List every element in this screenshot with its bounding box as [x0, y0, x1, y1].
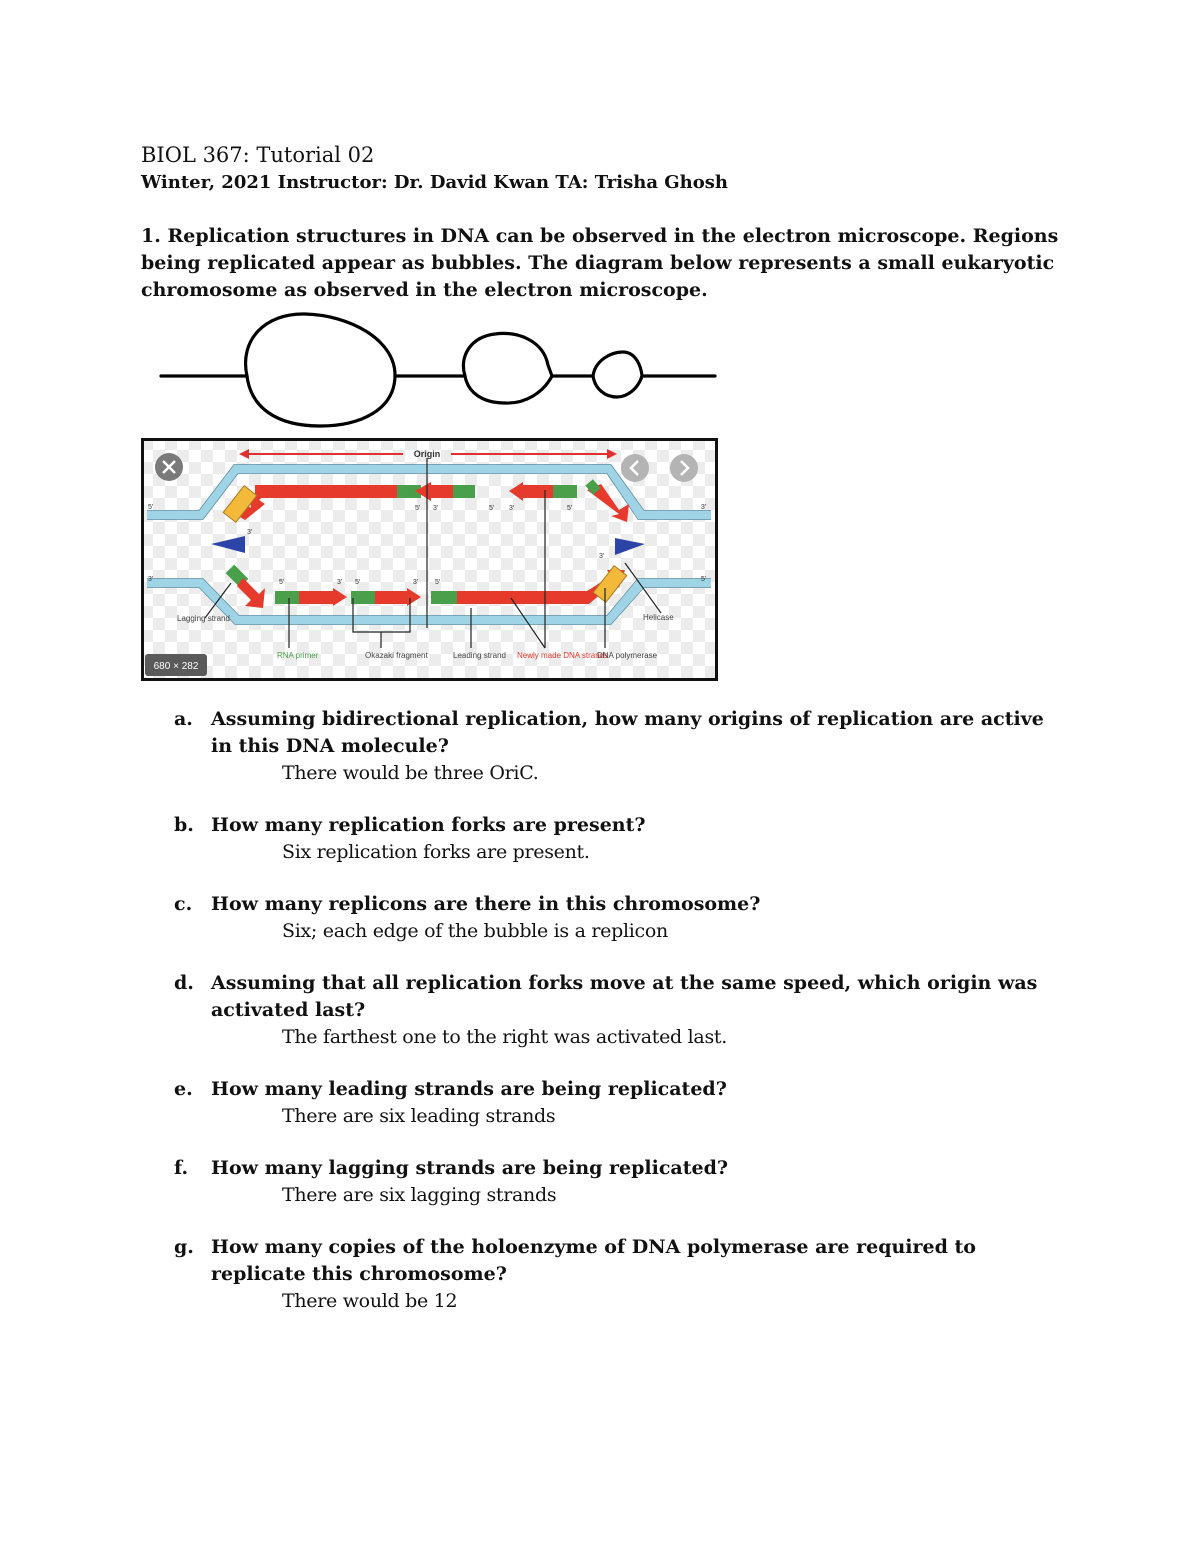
- helicase-label: Helicase: [643, 613, 674, 622]
- question-text: How many replication forks are present?: [211, 814, 646, 836]
- rna-primer-label: RNA primer: [277, 651, 319, 660]
- question-letter: e.: [174, 1078, 193, 1100]
- label-5prime: 5': [148, 504, 154, 511]
- replication-bubbles-drawing: [155, 305, 725, 430]
- question-intro: 1. Replication structures in DNA can be observed in the electron microscope. Regions being replicated appear as bubbles. The diagram below represents a small eukaryotic chromosome as observed in the electron microscope.: [141, 225, 1059, 301]
- question-letter: f.: [174, 1157, 189, 1179]
- question-text: How many replicons are there in this chromosome?: [211, 893, 761, 915]
- dna-polymerase-label: DNA polymerase: [597, 651, 658, 660]
- image-size-badge: [145, 654, 207, 676]
- answer-text: Six; each edge of the bubble is a replicon: [282, 920, 668, 942]
- label-5prime: 5': [489, 505, 495, 512]
- answer-text: There would be 12: [282, 1290, 458, 1312]
- question-item: [174, 1076, 1054, 1130]
- question-letter: a.: [174, 708, 193, 730]
- okazaki-fragment-label: Okazaki fragment: [365, 651, 428, 660]
- label-3prime: 3': [413, 579, 419, 586]
- label-5prime: 5': [567, 505, 573, 512]
- answer-text: Six replication forks are present.: [282, 841, 590, 863]
- question-item: [174, 706, 1054, 787]
- label-5prime: 5': [415, 505, 421, 512]
- label-5prime: 5': [355, 579, 361, 586]
- question-text: How many copies of the holoenzyme of DNA polymerase are required to replicate this chromosome?: [211, 1236, 976, 1285]
- origin-label: Origin: [413, 449, 441, 459]
- question-item: [174, 1155, 1054, 1209]
- lagging-strand-label: Lagging strand: [177, 614, 230, 623]
- answer-text: The farthest one to the right was activated last.: [282, 1026, 727, 1048]
- answer-text: There would be three OriC.: [282, 762, 539, 784]
- image-size-text: 680 × 282: [153, 661, 199, 672]
- question-text: How many lagging strands are being replicated?: [211, 1157, 729, 1179]
- leading-strand-label: Leading strand: [453, 651, 506, 660]
- label-3prime: 3': [509, 505, 515, 512]
- label-5prime: 5': [435, 579, 441, 586]
- label-5prime: 5': [701, 576, 707, 583]
- question-list: [174, 706, 1054, 1340]
- answer-text: There are six lagging strands: [282, 1184, 557, 1206]
- label-3prime: 3': [247, 529, 253, 536]
- replication-fork-diagram: [141, 438, 718, 681]
- question-letter: g.: [174, 1236, 194, 1258]
- question-text: Assuming bidirectional replication, how many origins of replication are active in this DNA molecule?: [211, 708, 1044, 757]
- document-title: BIOL 367: Tutorial 02: [141, 143, 375, 167]
- question-text: Assuming that all replication forks move at the same speed, which origin was activated last?: [211, 972, 1038, 1021]
- label-3prime: 3': [433, 505, 439, 512]
- question-letter: d.: [174, 972, 194, 994]
- question-item: [174, 891, 1054, 945]
- question-item: [174, 970, 1054, 1051]
- label-3prime: 3': [337, 579, 343, 586]
- course-info: Winter, 2021 Instructor: Dr. David Kwan TA: Trisha Ghosh: [141, 172, 728, 193]
- chevron-right-icon[interactable]: [670, 454, 698, 482]
- question-letter: b.: [174, 814, 194, 836]
- chevron-left-icon[interactable]: [621, 454, 649, 482]
- question-text: How many leading strands are being replicated?: [211, 1078, 727, 1100]
- question-item: [174, 1234, 1054, 1315]
- question-item: [174, 812, 1054, 866]
- answer-text: There are six leading strands: [282, 1105, 556, 1127]
- question-letter: c.: [174, 893, 193, 915]
- label-3prime: 3': [701, 504, 707, 511]
- newly-made-label: Newly made DNA strands: [517, 651, 609, 660]
- close-icon[interactable]: [155, 453, 183, 481]
- label-3prime: 3': [148, 576, 154, 583]
- label-3prime: 3': [599, 553, 605, 560]
- label-5prime: 5': [279, 579, 285, 586]
